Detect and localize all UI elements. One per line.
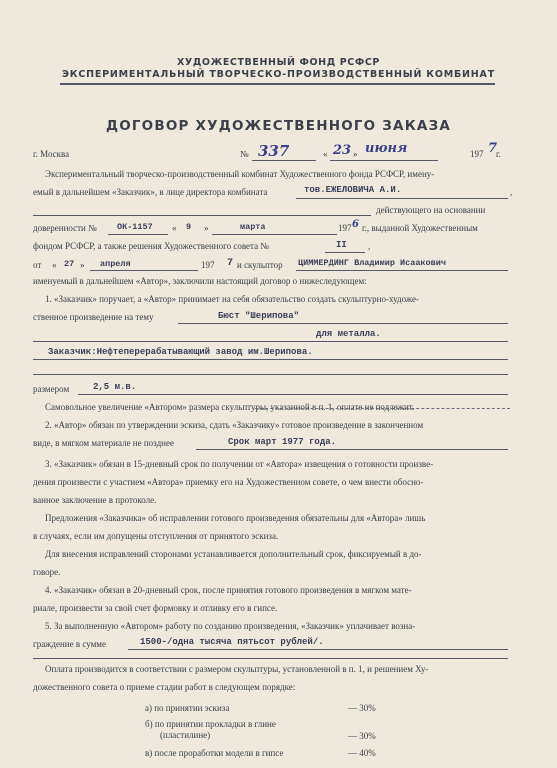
self-enlargement-strike xyxy=(255,408,510,409)
fix-line-1: Предложения «Заказчика» об исправлении готового произведения обязательны для «Автора» лишь xyxy=(45,513,426,523)
combine-name: ЭКСПЕРИМЕНТАЛЬНЫЙ ТВОРЧЕСКО-ПРОИЗВОДСТВЕННЫЙ КОМБИНАТ xyxy=(62,69,495,80)
payment-item-c: в) после проработки модели в гипсе xyxy=(145,748,284,758)
proxy-day: 9 xyxy=(186,222,192,232)
p5-line-2: граждение в сумме xyxy=(33,639,106,649)
council-month-underline xyxy=(90,270,198,271)
customer-underline xyxy=(33,359,508,360)
date-underline xyxy=(330,160,438,161)
number-prefix: № xyxy=(240,149,249,159)
proxy-quote-open: « xyxy=(172,223,177,233)
payment-item-b-sub: (пластилине) xyxy=(160,730,211,740)
director-comma: , xyxy=(510,187,513,197)
self-enlargement-text: Самовольное увеличение «Автором» размера скульптуры, указанной в п. 1, оплате не подлежит. xyxy=(45,402,415,412)
customer-enterprise: Заказчик:Нефтеперерабатывающий завод им.Шерипова. xyxy=(48,347,313,357)
material-underline xyxy=(33,341,508,342)
number-underline xyxy=(252,160,316,161)
council-year-suffix: 7 xyxy=(227,258,234,269)
payment-line-1: Оплата производится в соответствии с размером скульптуры, установленной в п. 1, и решением Ху- xyxy=(45,664,429,674)
reward-underline xyxy=(128,649,508,650)
p3-line-2: дения произвести с участием «Автора» приемку его на Художественном совете, о чем внести обосно- xyxy=(33,477,424,487)
date-day: 23 xyxy=(333,143,352,158)
fix-line-2: в случаях, если им допущены отступления от принятого эскиза. xyxy=(33,531,279,541)
council-number-underline xyxy=(325,252,365,253)
council-month: апреля xyxy=(100,259,131,269)
acting-text: действующего на основании xyxy=(376,205,486,215)
p1-line-1: 1. «Заказчик» поручает, а «Автор» принимает на себя обязательство создать скульптурно-художе- xyxy=(45,294,419,304)
proxy-label: доверенности № xyxy=(33,223,97,233)
p4-line-2: риале, произвести за свой счет формовку и отливку его в гипсе. xyxy=(33,603,278,613)
blank-line-2 xyxy=(33,374,508,375)
extra-line-2: говоре. xyxy=(33,567,61,577)
header-rule xyxy=(60,83,495,85)
date-month: июня xyxy=(365,141,408,156)
contract-number: 337 xyxy=(258,142,290,160)
intro-line-1: Экспериментальный творческо-производственный комбинат Художественного фонда РСФСР, имену- xyxy=(45,169,435,179)
payment-item-b: б) по принятии прокладки в глине xyxy=(145,719,276,729)
payment-item-a-pct: — 30% xyxy=(348,703,376,713)
council-number: II xyxy=(336,240,347,250)
named-text: именуемый в дальнейшем «Автор», заключили настоящий договор о нижеследующем: xyxy=(33,276,367,286)
sculptor-label: и скульптор xyxy=(237,260,283,270)
deadline-underline xyxy=(196,449,508,450)
org-name: ХУДОЖЕСТВЕННЫЙ ФОНД РСФСР xyxy=(177,57,380,68)
payment-line-2: дожественного совета о приеме стадии работ в следующем порядке: xyxy=(33,682,296,692)
p2-line-1: 2. «Автор» обязан по утверждении эскиза, сдать «Заказчику» готовое произведение в законченном xyxy=(45,420,424,430)
date-quote-close: » xyxy=(353,149,358,159)
from-label: от xyxy=(33,260,42,270)
p2-line-2: виде, в мягком материале не позднее xyxy=(33,438,174,448)
sculpture-theme: Бюст "Шерипова" xyxy=(218,311,300,321)
council-comma: , xyxy=(368,241,371,251)
p4-line-1: 4. «Заказчик» обязан в 20-дневный срок, после принятия готового произведения в мягком мате- xyxy=(45,585,412,595)
size-underline xyxy=(78,394,508,395)
proxy-quote-close: » xyxy=(204,223,209,233)
director-name: тов.ЕЖЕЛОВИЧА А.И. xyxy=(304,185,402,195)
proxy-month-underline xyxy=(212,234,337,235)
fund-text: фондом РСФСР, а также решения Художественного совета № xyxy=(33,241,269,251)
proxy-issued: г., выданной Художественным xyxy=(362,223,478,233)
deadline: Срок март 1977 года. xyxy=(228,437,337,447)
p1-line-2: ственное произведение на тему xyxy=(33,312,154,322)
council-quote-close: » xyxy=(80,260,85,270)
blank-line-3 xyxy=(33,658,508,659)
sculpture-material: для металла. xyxy=(316,329,381,339)
council-quote-open: « xyxy=(52,260,57,270)
proxy-year: 197 xyxy=(338,223,352,233)
proxy-number: ОК-1157 xyxy=(117,222,153,232)
date-year: 197 xyxy=(470,149,484,159)
p3-line-3: ванное заключение в протоколе. xyxy=(33,495,157,505)
date-year-end: г. xyxy=(496,149,501,159)
p3-line-1: 3. «Заказчик» обязан в 15-дневный срок по получении от «Автора» извещения о готовности произве- xyxy=(45,459,434,469)
reward-sum: 1500-/одна тысяча пятьсот рублей/. xyxy=(140,637,324,647)
sculptor-name: ЦИММЕРДИНГ Владимир Исаакович xyxy=(298,258,446,268)
proxy-month: марта xyxy=(240,222,266,232)
blank-line-1 xyxy=(33,215,371,216)
director-underline xyxy=(296,198,508,199)
council-year: 197 xyxy=(201,260,215,270)
date-quote-open: « xyxy=(323,149,328,159)
proxy-number-underline xyxy=(108,234,168,235)
proxy-year-suffix: 6 xyxy=(352,219,359,230)
place: г. Москва xyxy=(33,149,70,159)
extra-line-1: Для внесения исправлений сторонами устанавливается дополнительный срок, фиксируемый в до- xyxy=(45,549,422,559)
payment-item-c-pct: — 40% xyxy=(348,748,376,758)
theme-underline xyxy=(178,323,508,324)
payment-item-a: а) по принятии эскиза xyxy=(145,703,230,713)
intro-line-2: емый в дальнейшем «Заказчик», в лице директора комбината xyxy=(33,187,268,197)
date-year-suffix: 7 xyxy=(488,141,498,156)
council-day: 27 xyxy=(64,259,75,269)
p5-line-1: 5. За выполненную «Автором» работу по созданию произведения, «Заказчик» уплачивает возна- xyxy=(45,621,416,631)
sculpture-size: 2,5 м.в. xyxy=(93,382,137,392)
size-label: размером xyxy=(33,384,70,394)
document-title: ДОГОВОР ХУДОЖЕСТВЕННОГО ЗАКАЗА xyxy=(105,118,452,134)
payment-item-b-pct: — 30% xyxy=(348,731,376,741)
sculptor-underline xyxy=(296,270,508,271)
